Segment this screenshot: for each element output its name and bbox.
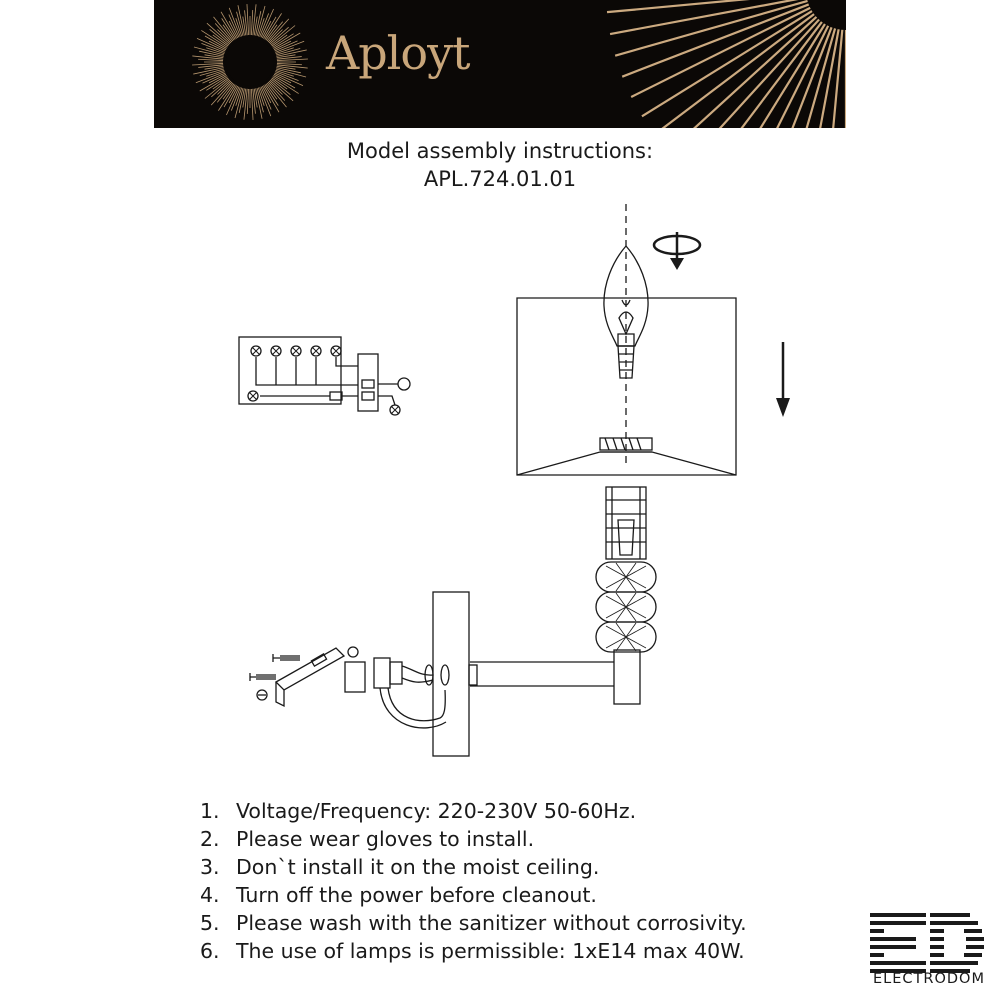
crystal-rings bbox=[596, 562, 656, 652]
list-item: 2. Please wear gloves to install. bbox=[200, 827, 535, 851]
list-item: 3. Don`t install it on the moist ceiling. bbox=[200, 855, 600, 879]
instruction-list bbox=[200, 797, 747, 965]
wall-plate bbox=[425, 592, 477, 756]
model-number: APL.724.01.01 bbox=[423, 167, 577, 191]
lamp-socket bbox=[606, 487, 646, 559]
rotate-icon bbox=[654, 232, 700, 270]
mounting-bracket bbox=[276, 648, 344, 706]
list-item: 5. Please wash with the sanitizer without corrosivity. bbox=[200, 911, 747, 935]
page-title: Model assembly instructions: bbox=[346, 139, 654, 163]
brand-logo: Aployt bbox=[326, 26, 470, 80]
wiring-schematic bbox=[239, 337, 410, 415]
list-item: 4. Turn off the power before cleanout. bbox=[200, 883, 597, 907]
junction-plate bbox=[345, 647, 365, 692]
electrodom-logo-text: ELECTRODOM bbox=[873, 971, 985, 987]
wiring bbox=[374, 658, 446, 728]
list-item: 6. The use of lamps is permissible: 1xE14 max 40W. bbox=[200, 939, 745, 963]
down-arrow-icon bbox=[776, 342, 790, 417]
screws bbox=[250, 654, 300, 700]
lamp-arm bbox=[470, 650, 640, 704]
list-item: 1. Voltage/Frequency: 220-230V 50-60Hz. bbox=[200, 799, 637, 823]
